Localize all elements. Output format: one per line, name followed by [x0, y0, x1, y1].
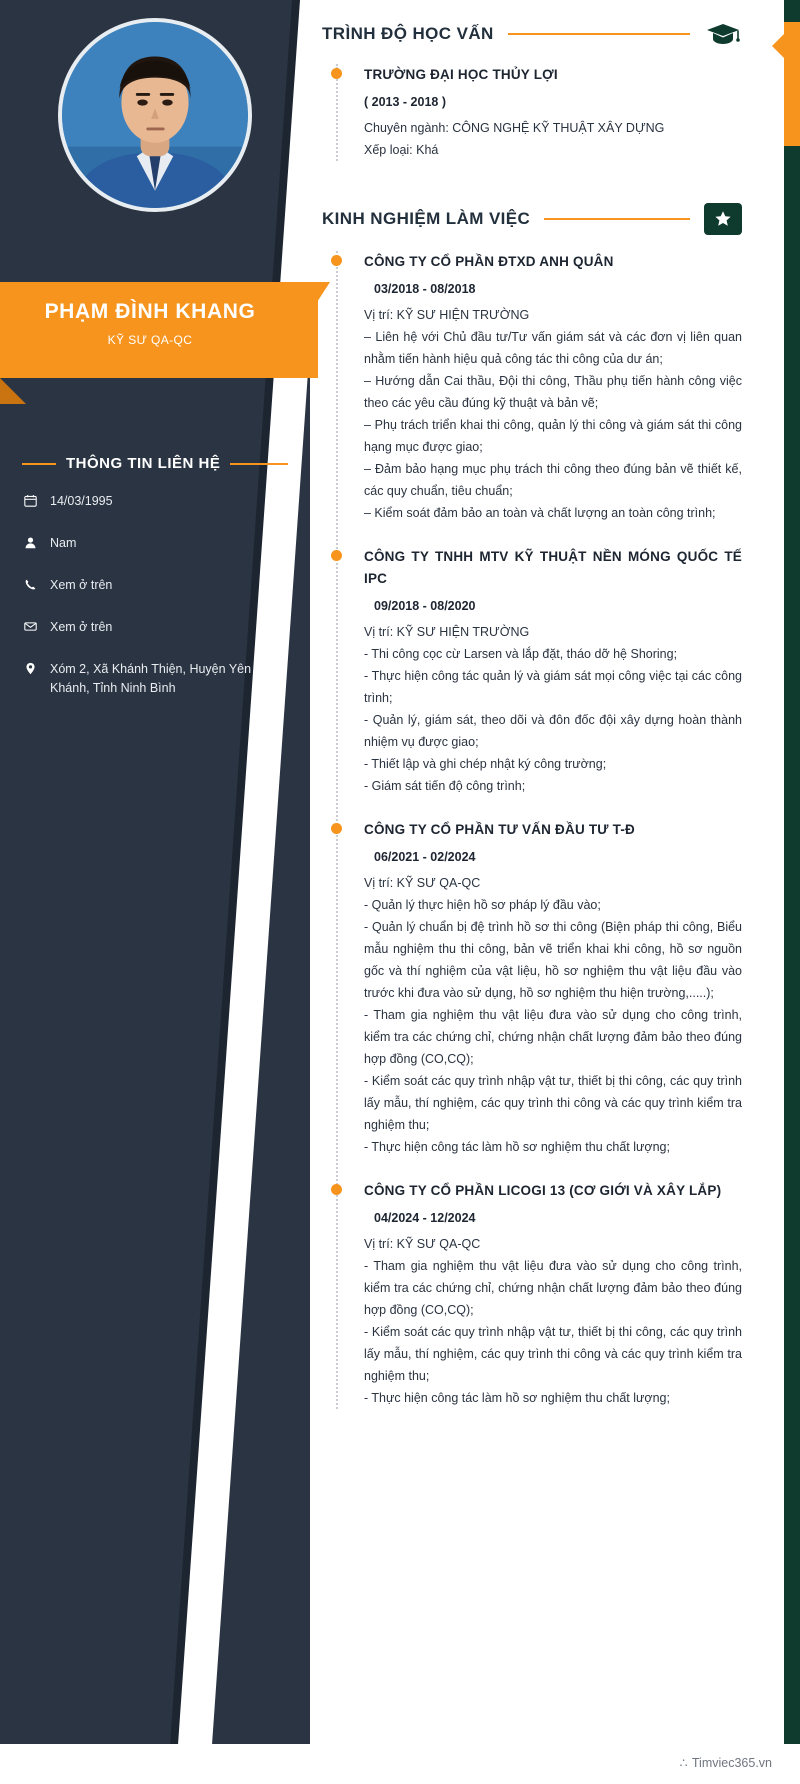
job-title: KỸ SƯ QA-QC — [107, 333, 193, 347]
mail-icon — [22, 618, 38, 633]
name-banner-tail — [268, 282, 330, 378]
main-content — [322, 0, 800, 1409]
list-item — [22, 660, 284, 698]
contact-heading — [22, 455, 288, 472]
page-title: PHẠM ĐÌNH KHANG — [44, 300, 256, 323]
experience-line: - Tham gia nghiệm thu vật liệu đưa vào sử dụng cho công trình, kiểm tra các chứng chỉ, chứng nhận chất lượng đảm bảo theo đúng hợp đồng (CO,CQ); — [364, 1008, 742, 1066]
experience-details — [364, 1233, 742, 1409]
graduation-cap-icon — [704, 18, 742, 50]
person-icon — [22, 534, 38, 549]
experience-heading-label: KINH NGHIỆM LÀM VIỆC — [322, 209, 531, 228]
company-name: CÔNG TY CỔ PHẦN ĐTXD ANH QUÂN — [364, 254, 614, 269]
experience-line: Vị trí: KỸ SƯ HIỆN TRƯỜNG — [364, 308, 530, 322]
experience-line: - Quản lý thực hiện hồ sơ pháp lý đầu vào; — [364, 898, 601, 912]
name-banner-shadow — [0, 378, 26, 404]
experience-details — [364, 304, 742, 524]
right-edge-strip — [784, 0, 800, 1744]
list-item — [22, 576, 284, 595]
heading-rule-right — [230, 463, 288, 465]
education-details — [364, 117, 742, 161]
education-period: ( 2013 - 2018 ) — [364, 95, 446, 109]
education-grade: Xếp loại: Khá — [364, 143, 439, 157]
heading-rule-left — [22, 463, 56, 465]
phone-value: Xem ở trên — [50, 578, 113, 592]
experience-line: - Quản lý chuẩn bị đệ trình hồ sơ thi công (Biện pháp thi công, Biểu mẫu nghiệm thu thi công, bản vẽ triển khai khi công, hồ sơ nguồn gốc và thí nghiệm của vật liệu, hồ sơ nghiệm thu vật liệu đầu vào trước khi đưa vào sử dụng, hồ sơ nghiệm thu hiện trường,.....); — [364, 920, 742, 1000]
experience-line: – Liên hệ với Chủ đầu tư/Tư vấn giám sát và các đơn vị liên quan nhằm tiến hành hiệu quả công tác thi công của dư án; — [364, 330, 742, 366]
brand-mark-icon: ∴ — [679, 1756, 689, 1770]
experience-line: - Tham gia nghiệm thu vật liệu đưa vào sử dụng cho công trình, kiểm tra các chứng chỉ, chứng nhận chất lượng đảm bảo theo đúng hợp đồng (CO,CQ); — [364, 1259, 742, 1317]
employment-period: 03/2018 - 08/2018 — [374, 282, 476, 296]
experience-line: Vị trí: KỸ SƯ HIỆN TRƯỜNG — [364, 625, 530, 639]
avatar — [58, 18, 252, 212]
portrait-photo-icon — [62, 22, 248, 208]
timeline-dot — [331, 550, 342, 561]
birthday-value: 14/03/1995 — [50, 494, 113, 508]
experience-entry — [364, 251, 742, 524]
experience-line: – Phụ trách triển khai thi công, quản lý thi công và giám sát thi công hạng mục được giao; — [364, 418, 742, 454]
section-experience — [322, 203, 742, 1409]
experience-entry — [364, 546, 742, 797]
experience-line: – Kiểm soát đảm bảo an toàn và chất lượng an toàn công trình; — [364, 506, 716, 520]
education-heading — [322, 18, 742, 50]
calendar-icon — [22, 492, 38, 507]
experience-heading — [322, 203, 742, 235]
experience-line: - Giám sát tiến độ công trình; — [364, 779, 526, 793]
employment-period: 06/2021 - 02/2024 — [374, 850, 476, 864]
experience-line: Vị trí: KỸ SƯ QA-QC — [364, 1237, 481, 1251]
footer-brand — [680, 1755, 772, 1770]
email-value: Xem ở trên — [50, 620, 113, 634]
heading-rule — [544, 218, 690, 220]
experience-line: – Hướng dẫn Cai thầu, Đội thi công, Thầu phụ tiến hành công việc theo các yêu cầu đúng kỹ thuật và bản vẽ; — [364, 374, 742, 410]
education-heading-label: TRÌNH ĐỘ HỌC VẤN — [322, 24, 494, 43]
education-major: Chuyên ngành: CÔNG NGHỆ KỸ THUẬT XÂY DỰNG — [364, 121, 665, 135]
experience-line: - Kiểm soát các quy trình nhập vật tư, thiết bị thi công, các quy trình lấy mẫu, thí nghiệm, các quy trình thi công và các quy trình kiểm tra nghiệm thu; — [364, 1074, 742, 1132]
timeline-dot — [331, 1184, 342, 1195]
experience-line: Vị trí: KỸ SƯ QA-QC — [364, 876, 481, 890]
experience-timeline — [336, 251, 742, 1409]
company-name: CÔNG TY CỔ PHẦN LICOGI 13 (CƠ GIỚI VÀ XÂY LẮP) — [364, 1183, 722, 1198]
school-name: TRƯỜNG ĐẠI HỌC THỦY LỢI — [364, 67, 558, 82]
employment-period: 09/2018 - 08/2020 — [374, 599, 476, 613]
contact-heading-label: THÔNG TIN LIÊN HỆ — [66, 455, 221, 472]
education-timeline — [336, 64, 742, 161]
experience-details — [364, 872, 742, 1158]
experience-line: - Thi công cọc cừ Larsen và lắp đặt, tháo dỡ hệ Shoring; — [364, 647, 678, 661]
employment-period: 04/2024 - 12/2024 — [374, 1211, 476, 1225]
experience-line: - Thiết lập và ghi chép nhật ký công trường; — [364, 757, 607, 771]
timeline-dot — [331, 823, 342, 834]
phone-icon — [22, 576, 38, 591]
right-edge-accent — [784, 22, 800, 146]
star-badge-icon — [704, 203, 742, 235]
timeline-dot — [331, 68, 342, 79]
heading-rule — [508, 33, 690, 35]
list-item — [22, 492, 284, 511]
experience-details — [364, 621, 742, 797]
experience-line: - Thực hiện công tác làm hồ sơ nghiệm thu chất lượng; — [364, 1140, 670, 1154]
location-icon — [22, 660, 38, 675]
education-entry — [364, 64, 742, 161]
experience-line: - Thực hiện công tác làm hồ sơ nghiệm thu chất lượng; — [364, 1391, 670, 1405]
timeline-dot — [331, 255, 342, 266]
section-education — [322, 18, 742, 161]
experience-line: - Kiểm soát các quy trình nhập vật tư, thiết bị thi công, các quy trình lấy mẫu, thí nghiệm, các quy trình thi công và các quy trình kiểm tra nghiệm thu; — [364, 1325, 742, 1383]
experience-line: – Đảm bảo hạng mục phụ trách thi công theo đúng bản vẽ thiết kế, các quy chuẩn, tiêu chuẩn; — [364, 462, 742, 498]
experience-line: - Quản lý, giám sát, theo dõi và đôn đốc đội xây dựng hoàn thành nhiệm vụ được giao; — [364, 713, 742, 749]
gender-value: Nam — [50, 536, 77, 550]
company-name: CÔNG TY CỔ PHẦN TƯ VẤN ĐẦU TƯ T-Đ — [364, 822, 636, 837]
experience-entry — [364, 1180, 742, 1409]
list-item — [22, 534, 284, 553]
contact-list — [22, 492, 284, 721]
company-name: CÔNG TY TNHH MTV KỸ THUẬT NỀN MÓNG QUỐC TẾ IPC — [364, 549, 742, 586]
experience-line: - Thực hiện công tác quản lý và giám sát mọi công việc tại các công trình; — [364, 669, 742, 705]
experience-entry — [364, 819, 742, 1158]
right-edge-notch — [772, 34, 784, 58]
address-value: Xóm 2, Xã Khánh Thiện, Huyện Yên Khánh, Tỉnh Ninh Bình — [50, 662, 252, 695]
list-item — [22, 618, 284, 637]
brand-name: Timviec365.vn — [691, 1756, 772, 1770]
